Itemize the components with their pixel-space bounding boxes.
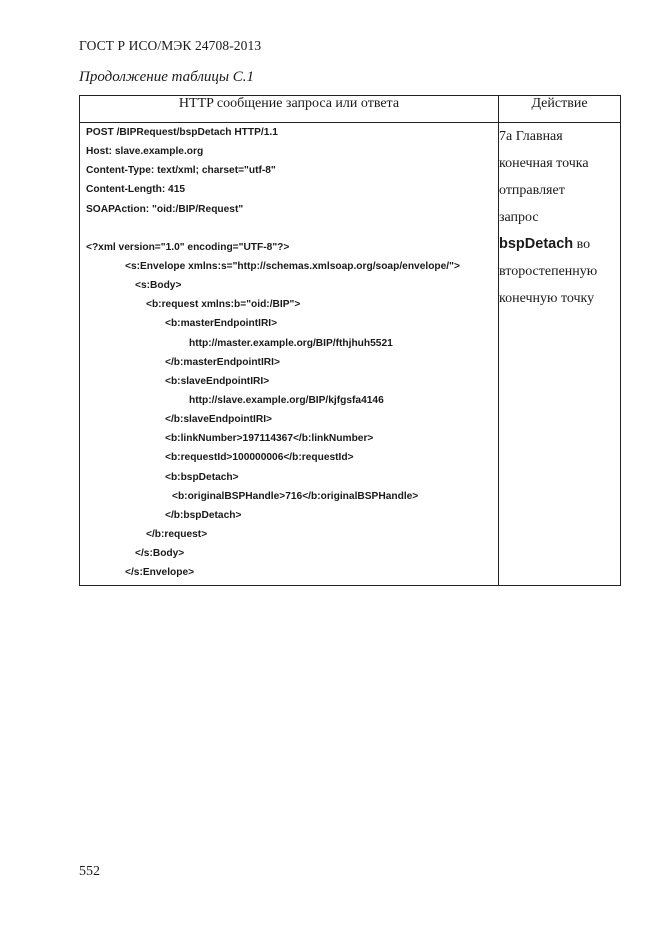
action-text: во bbox=[573, 237, 591, 252]
code-line: <b:linkNumber>197114367</b:linkNumber> bbox=[165, 433, 374, 445]
code-line: http://master.example.org/BIP/fthjhuh5521 bbox=[189, 337, 393, 349]
code-line: </b:bspDetach> bbox=[165, 509, 242, 521]
action-text: конечная точка bbox=[499, 156, 589, 171]
code-line: </s:Envelope> bbox=[125, 567, 195, 579]
code-line: POST /BIPRequest/bspDetach HTTP/1.1 bbox=[86, 127, 278, 138]
action-text: запрос bbox=[499, 210, 539, 225]
code-line: </b:request> bbox=[146, 528, 208, 540]
code-line: Content-Length: 415 bbox=[86, 184, 186, 196]
message-table bbox=[79, 95, 621, 586]
code-line: <b:bspDetach> bbox=[165, 471, 239, 483]
column-header-action: Действие bbox=[499, 96, 621, 123]
code-line: <?xml version="1.0" encoding="UTF-8"?> bbox=[86, 241, 290, 253]
document-standard-header: ГОСТ Р ИСО/МЭК 24708-2013 bbox=[79, 38, 262, 53]
code-line: <s:Envelope xmlns:s="http://schemas.xmlsoap.org/soap/envelope/"> bbox=[125, 260, 460, 272]
code-line: Content-Type: text/xml; charset="utf-8" bbox=[86, 165, 276, 177]
blank-line bbox=[80, 219, 498, 238]
action-cell bbox=[499, 123, 621, 586]
code-line: <b:request xmlns:b="oid:/BIP"> bbox=[146, 299, 301, 311]
table-row bbox=[80, 123, 621, 586]
table-caption: Продолжение таблицы С.1 bbox=[79, 69, 255, 85]
code-line: <b:masterEndpointIRI> bbox=[165, 318, 278, 330]
page-number: 552 bbox=[79, 864, 100, 879]
code-line: <b:requestId>100000006</b:requestId> bbox=[165, 452, 354, 464]
http-message-cell bbox=[80, 123, 499, 586]
table-header-row bbox=[80, 96, 621, 123]
action-text: конечную точку bbox=[499, 291, 595, 306]
code-line: Host: slave.example.org bbox=[86, 146, 204, 158]
code-line: <b:slaveEndpointIRI> bbox=[165, 375, 270, 387]
action-text: 7а Главная bbox=[499, 129, 563, 144]
column-header-message: HTTP сообщение запроса или ответа bbox=[80, 96, 499, 123]
action-text-with-operation bbox=[499, 231, 620, 258]
code-line: SOAPAction: "oid:/BIP/Request" bbox=[86, 203, 244, 215]
action-text: отправляет bbox=[499, 183, 565, 198]
code-line: <b:originalBSPHandle>716</b:originalBSPHandle> bbox=[172, 490, 419, 502]
code-line: </b:masterEndpointIRI> bbox=[165, 356, 280, 368]
operation-name: bspDetach bbox=[499, 236, 574, 252]
code-line: http://slave.example.org/BIP/kjfgsfa4146 bbox=[189, 394, 384, 406]
code-line: <s:Body> bbox=[135, 280, 182, 292]
code-line: </s:Body> bbox=[135, 548, 185, 560]
code-line: </b:slaveEndpointIRI> bbox=[165, 414, 272, 426]
action-text: второстепенную bbox=[499, 264, 598, 279]
